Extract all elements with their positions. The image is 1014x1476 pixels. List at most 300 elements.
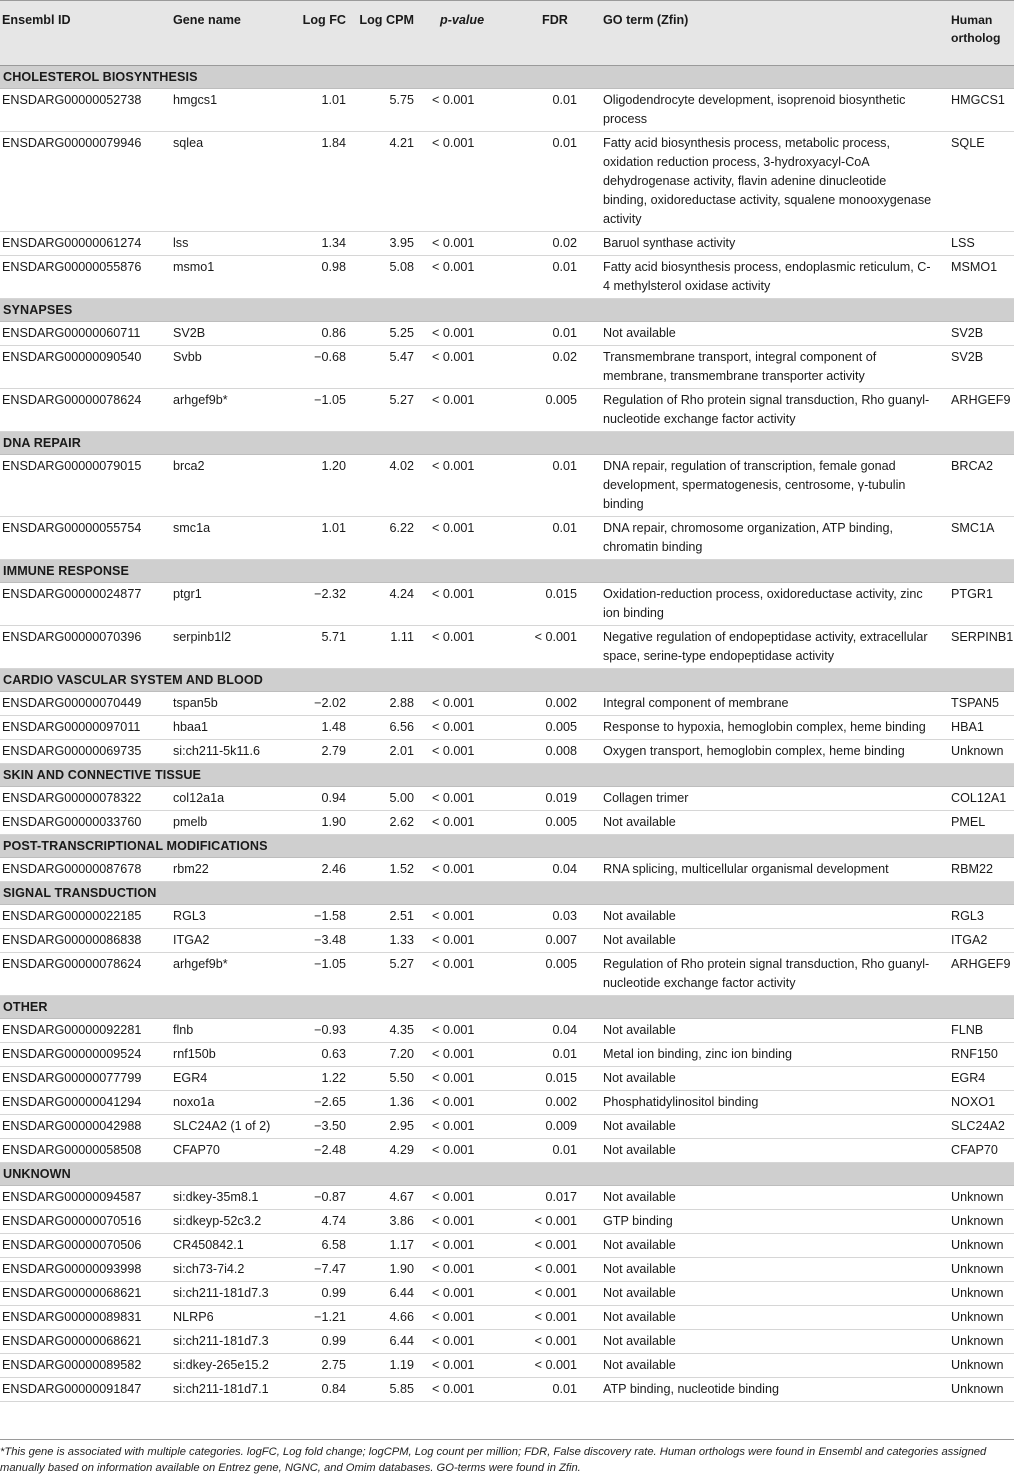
section-title: OTHER [0,996,1014,1019]
cell-ensembl-id: ENSDARG00000093998 [0,1258,173,1282]
cell-log-cpm: 1.90 [354,1258,422,1282]
cell-log-cpm: 4.02 [354,455,422,517]
cell-human-ortholog: Unknown [951,1354,1014,1378]
section-title: SKIN AND CONNECTIVE TISSUE [0,764,1014,787]
cell-log-fc: −1.58 [291,905,354,929]
cell-p-value: < 0.001 [422,626,514,669]
section-title: DNA REPAIR [0,432,1014,455]
section-title: CHOLESTEROL BIOSYNTHESIS [0,66,1014,89]
cell-ensembl-id: ENSDARG00000089582 [0,1354,173,1378]
header-go-term: GO term (Zfin) [603,13,689,27]
cell-log-fc: 1.01 [291,89,354,132]
cell-log-fc: 2.46 [291,858,354,882]
cell-p-value: < 0.001 [422,1282,514,1306]
cell-go-term: Not available [603,905,951,929]
cell-fdr: 0.01 [514,1043,603,1067]
cell-p-value: < 0.001 [422,858,514,882]
table-row [0,322,1014,346]
cell-human-ortholog: PTGR1 [951,583,1014,626]
cell-p-value: < 0.001 [422,132,514,232]
cell-gene-name: rbm22 [173,858,291,882]
cell-p-value: < 0.001 [422,1210,514,1234]
cell-p-value: < 0.001 [422,740,514,764]
cell-log-cpm: 5.27 [354,389,422,432]
cell-log-fc: −1.05 [291,953,354,996]
header-p-value: p-value [440,13,485,27]
section-header-row [0,996,1014,1019]
cell-gene-name: noxo1a [173,1091,291,1115]
cell-gene-name: ptgr1 [173,583,291,626]
cell-go-term: Not available [603,1258,951,1282]
cell-human-ortholog: Unknown [951,1258,1014,1282]
table-row [0,953,1014,996]
cell-log-cpm: 3.86 [354,1210,422,1234]
cell-go-term: Collagen trimer [603,787,951,811]
cell-fdr: 0.01 [514,256,603,299]
cell-gene-name: si:dkeyp-52c3.2 [173,1210,291,1234]
table-row [0,1067,1014,1091]
cell-log-fc: 0.63 [291,1043,354,1067]
cell-log-fc: 2.79 [291,740,354,764]
cell-log-cpm: 5.47 [354,346,422,389]
cell-log-fc: 5.71 [291,626,354,669]
cell-fdr: 0.005 [514,811,603,835]
cell-ensembl-id: ENSDARG00000094587 [0,1186,173,1210]
cell-log-fc: −2.48 [291,1139,354,1163]
cell-fdr: 0.008 [514,740,603,764]
cell-human-ortholog: RBM22 [951,858,1014,882]
cell-go-term: Not available [603,1306,951,1330]
cell-gene-name: CFAP70 [173,1139,291,1163]
cell-ensembl-id: ENSDARG00000041294 [0,1091,173,1115]
cell-log-fc: 0.98 [291,256,354,299]
cell-log-cpm: 6.56 [354,716,422,740]
cell-fdr: 0.01 [514,455,603,517]
cell-go-term: Not available [603,929,951,953]
cell-gene-name: CR450842.1 [173,1234,291,1258]
cell-ensembl-id: ENSDARG00000091847 [0,1378,173,1402]
cell-p-value: < 0.001 [422,953,514,996]
cell-gene-name: hmgcs1 [173,89,291,132]
section-header-row [0,432,1014,455]
cell-ensembl-id: ENSDARG00000070516 [0,1210,173,1234]
cell-go-term: Not available [603,1330,951,1354]
cell-p-value: < 0.001 [422,1091,514,1115]
cell-human-ortholog: Unknown [951,1306,1014,1330]
cell-fdr: < 0.001 [514,1306,603,1330]
cell-gene-name: SV2B [173,322,291,346]
cell-gene-name: si:ch73-7i4.2 [173,1258,291,1282]
cell-gene-name: brca2 [173,455,291,517]
cell-human-ortholog: SLC24A2 [951,1115,1014,1139]
cell-p-value: < 0.001 [422,787,514,811]
table-row [0,1258,1014,1282]
cell-p-value: < 0.001 [422,811,514,835]
cell-ensembl-id: ENSDARG00000086838 [0,929,173,953]
cell-ensembl-id: ENSDARG00000070506 [0,1234,173,1258]
table-row [0,1115,1014,1139]
cell-human-ortholog: MSMO1 [951,256,1014,299]
cell-log-fc: −2.32 [291,583,354,626]
cell-human-ortholog: RGL3 [951,905,1014,929]
cell-human-ortholog: CFAP70 [951,1139,1014,1163]
header-fdr: FDR [542,13,568,27]
cell-gene-name: tspan5b [173,692,291,716]
cell-p-value: < 0.001 [422,346,514,389]
cell-gene-name: arhgef9b* [173,389,291,432]
cell-go-term: Integral component of membrane [603,692,951,716]
cell-go-term: Not available [603,1354,951,1378]
cell-human-ortholog: SMC1A [951,517,1014,560]
cell-gene-name: pmelb [173,811,291,835]
cell-gene-name: si:ch211-181d7.3 [173,1282,291,1306]
cell-human-ortholog: Unknown [951,1234,1014,1258]
table-row [0,583,1014,626]
cell-ensembl-id: ENSDARG00000069735 [0,740,173,764]
table-row [0,1186,1014,1210]
cell-p-value: < 0.001 [422,1330,514,1354]
cell-log-cpm: 2.88 [354,692,422,716]
cell-log-fc: −0.93 [291,1019,354,1043]
table-row [0,1378,1014,1402]
table-row [0,1139,1014,1163]
section-header-row [0,835,1014,858]
cell-p-value: < 0.001 [422,322,514,346]
cell-log-fc: 0.99 [291,1282,354,1306]
table-row [0,132,1014,232]
cell-go-term: Not available [603,1067,951,1091]
cell-log-fc: 1.48 [291,716,354,740]
cell-human-ortholog: SERPINB1 [951,626,1014,669]
cell-log-fc: −7.47 [291,1258,354,1282]
cell-log-fc: 0.94 [291,787,354,811]
table-row [0,692,1014,716]
cell-ensembl-id: ENSDARG00000092281 [0,1019,173,1043]
cell-go-term: Not available [603,1019,951,1043]
cell-log-fc: 2.75 [291,1354,354,1378]
cell-go-term: Metal ion binding, zinc ion binding [603,1043,951,1067]
cell-fdr: 0.01 [514,132,603,232]
cell-fdr: 0.01 [514,517,603,560]
cell-p-value: < 0.001 [422,455,514,517]
cell-log-fc: 1.01 [291,517,354,560]
cell-go-term: Response to hypoxia, hemoglobin complex, heme binding [603,716,951,740]
cell-go-term: Oxidation-reduction process, oxidoreductase activity, zinc ion binding [603,583,951,626]
cell-human-ortholog: EGR4 [951,1067,1014,1091]
cell-human-ortholog: Unknown [951,740,1014,764]
cell-log-fc: 6.58 [291,1234,354,1258]
cell-human-ortholog: ITGA2 [951,929,1014,953]
cell-log-fc: −1.21 [291,1306,354,1330]
cell-go-term: Not available [603,322,951,346]
table-row [0,1210,1014,1234]
cell-fdr: 0.03 [514,905,603,929]
section-header-row [0,299,1014,322]
cell-log-fc: 0.86 [291,322,354,346]
cell-p-value: < 0.001 [422,1234,514,1258]
cell-ensembl-id: ENSDARG00000079015 [0,455,173,517]
table-row [0,905,1014,929]
cell-log-cpm: 4.21 [354,132,422,232]
cell-log-cpm: 6.44 [354,1330,422,1354]
section-header-row [0,764,1014,787]
cell-fdr: 0.015 [514,1067,603,1091]
cell-p-value: < 0.001 [422,1306,514,1330]
table-row [0,232,1014,256]
cell-human-ortholog: Unknown [951,1186,1014,1210]
cell-log-fc: −3.50 [291,1115,354,1139]
cell-log-fc: 1.22 [291,1067,354,1091]
cell-go-term: Not available [603,1282,951,1306]
cell-log-fc: −2.02 [291,692,354,716]
cell-fdr: 0.04 [514,1019,603,1043]
cell-p-value: < 0.001 [422,1043,514,1067]
cell-ensembl-id: ENSDARG00000009524 [0,1043,173,1067]
cell-go-term: Phosphatidylinositol binding [603,1091,951,1115]
cell-go-term: DNA repair, chromosome organization, ATP binding, chromatin binding [603,517,951,560]
cell-p-value: < 0.001 [422,905,514,929]
cell-go-term: GTP binding [603,1210,951,1234]
cell-log-cpm: 5.27 [354,953,422,996]
cell-human-ortholog: ARHGEF9 [951,389,1014,432]
cell-log-cpm: 4.67 [354,1186,422,1210]
cell-ensembl-id: ENSDARG00000070449 [0,692,173,716]
cell-log-cpm: 1.33 [354,929,422,953]
cell-human-ortholog: SQLE [951,132,1014,232]
cell-log-cpm: 3.95 [354,232,422,256]
cell-human-ortholog: Unknown [951,1330,1014,1354]
table-row [0,1282,1014,1306]
cell-gene-name: serpinb1l2 [173,626,291,669]
cell-ensembl-id: ENSDARG00000078624 [0,953,173,996]
cell-log-cpm: 2.62 [354,811,422,835]
cell-p-value: < 0.001 [422,716,514,740]
cell-p-value: < 0.001 [422,389,514,432]
cell-log-fc: 0.84 [291,1378,354,1402]
table-row [0,1234,1014,1258]
cell-fdr: < 0.001 [514,1330,603,1354]
cell-gene-name: RGL3 [173,905,291,929]
cell-fdr: 0.005 [514,716,603,740]
section-title: CARDIO VASCULAR SYSTEM AND BLOOD [0,669,1014,692]
header-gene-name: Gene name [173,13,241,27]
cell-fdr: < 0.001 [514,1258,603,1282]
cell-ensembl-id: ENSDARG00000055754 [0,517,173,560]
cell-ensembl-id: ENSDARG00000022185 [0,905,173,929]
cell-gene-name: si:ch211-181d7.1 [173,1378,291,1402]
cell-log-fc: 1.84 [291,132,354,232]
cell-human-ortholog: FLNB [951,1019,1014,1043]
cell-p-value: < 0.001 [422,583,514,626]
cell-gene-name: si:dkey-35m8.1 [173,1186,291,1210]
cell-go-term: Transmembrane transport, integral component of membrane, transmembrane transporter activity [603,346,951,389]
cell-go-term: RNA splicing, multicellular organismal development [603,858,951,882]
section-header-row [0,1163,1014,1186]
cell-log-cpm: 2.95 [354,1115,422,1139]
cell-log-fc: 1.20 [291,455,354,517]
table-row [0,1306,1014,1330]
cell-p-value: < 0.001 [422,1067,514,1091]
cell-human-ortholog: LSS [951,232,1014,256]
cell-log-cpm: 4.66 [354,1306,422,1330]
cell-p-value: < 0.001 [422,1258,514,1282]
cell-go-term: Oligodendrocyte development, isoprenoid biosynthetic process [603,89,951,132]
cell-ensembl-id: ENSDARG00000089831 [0,1306,173,1330]
cell-ensembl-id: ENSDARG00000024877 [0,583,173,626]
cell-human-ortholog: COL12A1 [951,787,1014,811]
cell-log-fc: −2.65 [291,1091,354,1115]
cell-fdr: 0.017 [514,1186,603,1210]
cell-p-value: < 0.001 [422,1186,514,1210]
table-row [0,858,1014,882]
cell-log-cpm: 1.11 [354,626,422,669]
cell-fdr: 0.04 [514,858,603,882]
cell-log-cpm: 4.29 [354,1139,422,1163]
cell-fdr: 0.019 [514,787,603,811]
header-log-fc: Log FC [302,13,346,27]
section-title: SIGNAL TRANSDUCTION [0,882,1014,905]
cell-human-ortholog: PMEL [951,811,1014,835]
cell-go-term: Oxygen transport, hemoglobin complex, heme binding [603,740,951,764]
cell-fdr: 0.005 [514,389,603,432]
cell-log-fc: 0.99 [291,1330,354,1354]
cell-ensembl-id: ENSDARG00000078322 [0,787,173,811]
cell-log-cpm: 4.35 [354,1019,422,1043]
cell-p-value: < 0.001 [422,89,514,132]
cell-p-value: < 0.001 [422,1115,514,1139]
cell-fdr: 0.01 [514,89,603,132]
cell-gene-name: lss [173,232,291,256]
cell-log-cpm: 7.20 [354,1043,422,1067]
table-row [0,740,1014,764]
cell-p-value: < 0.001 [422,517,514,560]
cell-p-value: < 0.001 [422,1354,514,1378]
table-row [0,89,1014,132]
cell-p-value: < 0.001 [422,232,514,256]
cell-human-ortholog: TSPAN5 [951,692,1014,716]
cell-log-fc: 1.90 [291,811,354,835]
cell-go-term: Regulation of Rho protein signal transduction, Rho guanyl-nucleotide exchange factor activity [603,953,951,996]
cell-go-term: ATP binding, nucleotide binding [603,1378,951,1402]
cell-p-value: < 0.001 [422,256,514,299]
table-row [0,1330,1014,1354]
cell-gene-name: sqlea [173,132,291,232]
cell-fdr: < 0.001 [514,1234,603,1258]
cell-p-value: < 0.001 [422,1139,514,1163]
cell-fdr: 0.015 [514,583,603,626]
cell-gene-name: hbaa1 [173,716,291,740]
cell-go-term: Not available [603,1186,951,1210]
table-row [0,811,1014,835]
cell-human-ortholog: HBA1 [951,716,1014,740]
cell-human-ortholog: NOXO1 [951,1091,1014,1115]
table-row [0,787,1014,811]
cell-log-cpm: 4.24 [354,583,422,626]
cell-fdr: 0.01 [514,1139,603,1163]
section-header-row [0,669,1014,692]
cell-fdr: 0.002 [514,692,603,716]
cell-ensembl-id: ENSDARG00000068621 [0,1282,173,1306]
cell-ensembl-id: ENSDARG00000058508 [0,1139,173,1163]
cell-p-value: < 0.001 [422,929,514,953]
cell-go-term: Not available [603,1139,951,1163]
cell-log-cpm: 5.75 [354,89,422,132]
cell-go-term: Not available [603,1234,951,1258]
cell-go-term: Fatty acid biosynthesis process, endoplasmic reticulum, C-4 methylsterol oxidase activity [603,256,951,299]
cell-fdr: 0.02 [514,346,603,389]
cell-ensembl-id: ENSDARG00000079946 [0,132,173,232]
cell-gene-name: si:ch211-5k11.6 [173,740,291,764]
cell-gene-name: smc1a [173,517,291,560]
section-title: UNKNOWN [0,1163,1014,1186]
cell-ensembl-id: ENSDARG00000055876 [0,256,173,299]
cell-log-fc: −0.68 [291,346,354,389]
cell-gene-name: flnb [173,1019,291,1043]
cell-gene-name: rnf150b [173,1043,291,1067]
cell-p-value: < 0.001 [422,692,514,716]
cell-log-cpm: 1.17 [354,1234,422,1258]
cell-gene-name: NLRP6 [173,1306,291,1330]
cell-p-value: < 0.001 [422,1019,514,1043]
cell-fdr: 0.005 [514,953,603,996]
cell-fdr: < 0.001 [514,626,603,669]
cell-gene-name: si:dkey-265e15.2 [173,1354,291,1378]
cell-log-cpm: 1.19 [354,1354,422,1378]
cell-human-ortholog: RNF150 [951,1043,1014,1067]
cell-ensembl-id: ENSDARG00000068621 [0,1330,173,1354]
cell-fdr: 0.01 [514,1378,603,1402]
cell-fdr: < 0.001 [514,1354,603,1378]
table-row [0,1091,1014,1115]
cell-human-ortholog: HMGCS1 [951,89,1014,132]
table-row [0,455,1014,517]
cell-human-ortholog: SV2B [951,346,1014,389]
cell-go-term: Negative regulation of endopeptidase activity, extracellular space, serine-type endopeptidase activity [603,626,951,669]
table-row [0,1043,1014,1067]
cell-log-cpm: 5.00 [354,787,422,811]
cell-log-cpm: 2.01 [354,740,422,764]
cell-human-ortholog: BRCA2 [951,455,1014,517]
table-row [0,1019,1014,1043]
table-row [0,346,1014,389]
cell-log-cpm: 5.50 [354,1067,422,1091]
cell-log-cpm: 5.08 [354,256,422,299]
table-row [0,256,1014,299]
section-title: SYNAPSES [0,299,1014,322]
header-row [0,1,1014,66]
cell-log-cpm: 1.36 [354,1091,422,1115]
cell-log-cpm: 2.51 [354,905,422,929]
cell-go-term: Not available [603,811,951,835]
cell-ensembl-id: ENSDARG00000090540 [0,346,173,389]
cell-fdr: 0.009 [514,1115,603,1139]
table-body [0,66,1014,1402]
cell-human-ortholog: ARHGEF9 [951,953,1014,996]
cell-fdr: 0.01 [514,322,603,346]
cell-log-fc: 4.74 [291,1210,354,1234]
cell-gene-name: si:ch211-181d7.3 [173,1330,291,1354]
cell-gene-name: SLC24A2 (1 of 2) [173,1115,291,1139]
section-header-row [0,882,1014,905]
cell-log-fc: −0.87 [291,1186,354,1210]
cell-human-ortholog: Unknown [951,1282,1014,1306]
cell-ensembl-id: ENSDARG00000077799 [0,1067,173,1091]
cell-log-cpm: 6.22 [354,517,422,560]
cell-ensembl-id: ENSDARG00000097011 [0,716,173,740]
cell-log-cpm: 5.25 [354,322,422,346]
cell-ensembl-id: ENSDARG00000052738 [0,89,173,132]
cell-go-term: Regulation of Rho protein signal transduction, Rho guanyl-nucleotide exchange factor activity [603,389,951,432]
